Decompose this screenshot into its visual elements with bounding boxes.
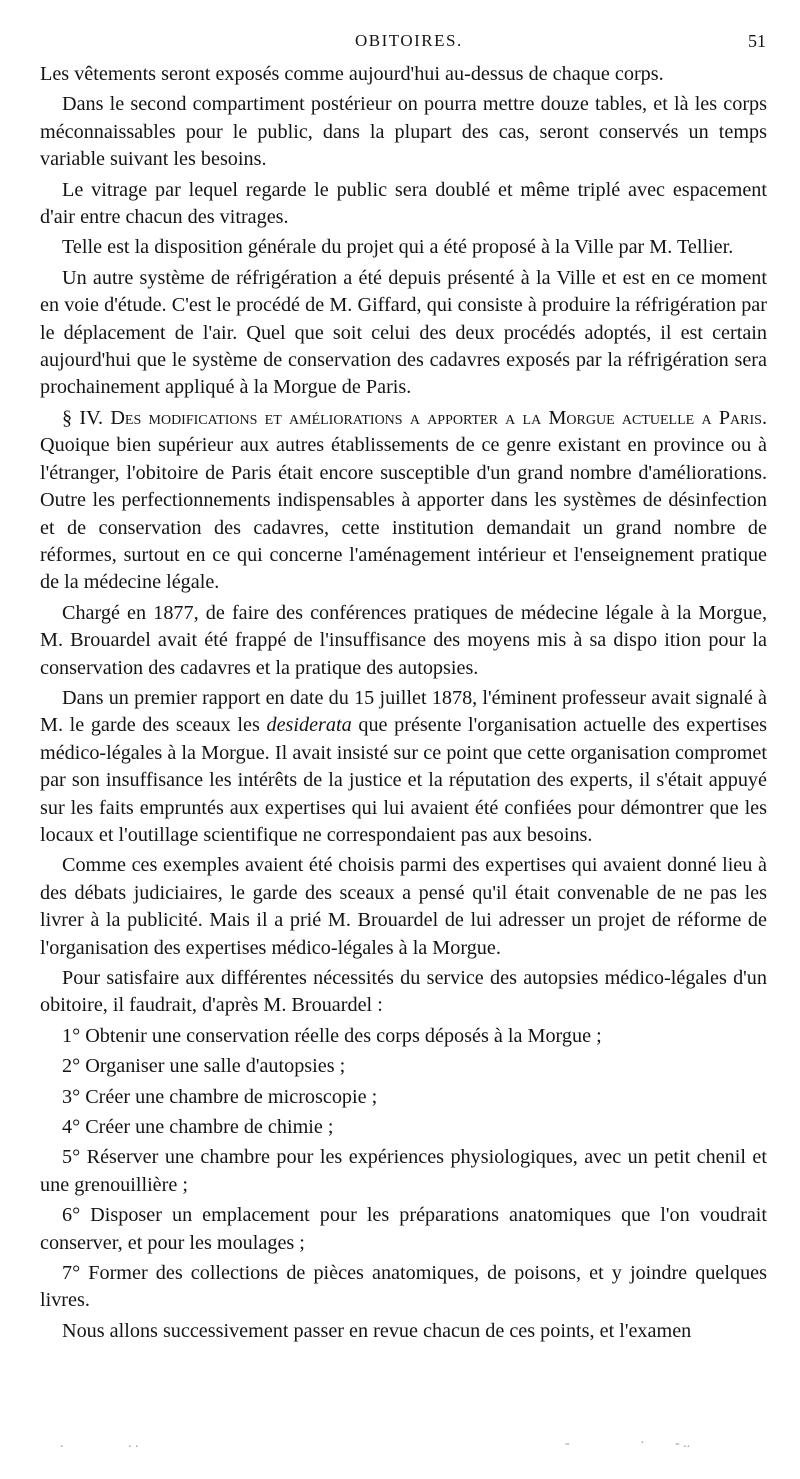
paragraph: Telle est la disposition générale du projet qui a été proposé à la Ville par M. Tellier. <box>62 236 734 259</box>
list-item: 4° Créer une chambre de chimie ; <box>62 1116 334 1139</box>
page-number: 51 <box>748 31 766 51</box>
section-text: Quoique bien supérieur aux autres établissements de ce genre existant en province ou à l'étranger, l'obitoire de Paris était encore susceptible d'un grand nombre d'améliorations. Outre les perfectionnements indispensables à apporter dans les systèmes de désinfection et de conservation des cadavres, cette institution demandait un grand nombre de réformes, surtout en ce qui concerne l'aménagement intérieur et l'enseignement pratique de la médecine légale. <box>40 434 767 594</box>
bottom-specks <box>0 1436 800 1456</box>
paragraph: Pour satisfaire aux différentes nécessités du service des autopsies médico-légales d'un obitoire, il faudrait, d'après M. Brouardel : <box>40 967 767 1017</box>
speck: . . <box>128 1436 139 1451</box>
speck: - <box>565 1436 570 1451</box>
list-item: 7° Former des collections de pièces anatomiques, de poisons, et y joindre quelques livres. <box>40 1262 767 1312</box>
closing-line: Nous allons successivement passer en revue chacun de ces points, et l'examen <box>62 1319 692 1342</box>
paragraph: Les vêtements seront exposés comme aujourd'hui au-dessus de chaque corps. <box>40 63 664 85</box>
speck: . <box>60 1436 64 1451</box>
list-item: 1° Obtenir une conservation réelle des corps déposés à la Morgue ; <box>62 1024 602 1047</box>
paragraph: Le vitrage par lequel regarde le public sera doublé et même triplé avec espacement d'air entre chacun des vitrages. <box>40 178 767 229</box>
paragraph <box>40 685 767 849</box>
list-item: 6° Disposer un emplacement pour les préparations anatomiques que l'on voudrait conserver, et pour les moulages ; <box>40 1204 767 1254</box>
speck: - .. <box>675 1436 691 1451</box>
paragraph: Dans le second compartiment postérieur on pourra mettre douze tables, et là les corps méconnaissables pour le public, dans la plupart des cas, seront conservés un temps variable suivant les besoins. <box>40 93 767 171</box>
list-item: 5° Réserver une chambre pour les expériences physiologiques, avec un petit chenil et une grenouillière ; <box>40 1146 767 1196</box>
list-item: 3° Créer une chambre de microscopie ; <box>62 1085 378 1108</box>
paragraph-part: que présente l'organisation actuelle des expertises médico-légales à la Morgue. Il avait insisté sur ce point que cette organisation compromet par son insuffisance les intérêts de la justice et la réputation des experts, il s'était appuyé sur les faits empruntés aux expertises qui lui avaient été confiées pour démontrer que les locaux et l'outillage scientifique ne correspondaient pas aux besoins. <box>40 714 768 846</box>
italic-term: desiderata <box>266 714 352 737</box>
page-body <box>40 61 767 1348</box>
section-heading: § IV. Des modifications et améliorations a apporter a la Morgue actuelle a Paris. <box>62 406 767 429</box>
speck: · <box>640 1436 645 1451</box>
section-paragraph <box>40 405 767 597</box>
paragraph: Un autre système de réfrigération a été depuis présenté à la Ville et est en ce moment en voie d'étude. C'est le procédé de M. Giffard, qui consiste à produire la réfrigération par le déplacement de l'air. Quel que soit celui des deux procédés adoptés, il est certain aujourd'hui que le système de conservation des cadavres exposés par la réfrigération sera prochainement appliqué à la Morgue de Paris. <box>40 266 767 399</box>
paragraph: Comme ces exemples avaient été choisis parmi des expertises qui avaient donné lieu à des débats judiciaires, le garde des sceaux a pensé qu'il était convenable de ne pas les livrer à la publicité. Mais il a prié M. Brouardel de lui adresser un projet de réforme de l'organisation des expertises médico-légales à la Morgue. <box>40 854 767 959</box>
running-title: OBITOIRES. <box>355 31 463 50</box>
paragraph: Chargé en 1877, de faire des conférences pratiques de médecine légale à la Morgue, M. Brouardel avait été frappé de l'insuffisance des moyens mis à sa dispo ition pour la conservation des cadavres et la pratique des autopsies. <box>40 601 767 679</box>
page-header <box>0 29 800 59</box>
paragraph-part: Dans un premier rapport en date du 15 juillet 1878, l'éminent professeur avait signalé à M. le garde des sceaux les <box>40 686 767 737</box>
list-item: 2° Organiser une salle d'autopsies ; <box>62 1055 346 1078</box>
